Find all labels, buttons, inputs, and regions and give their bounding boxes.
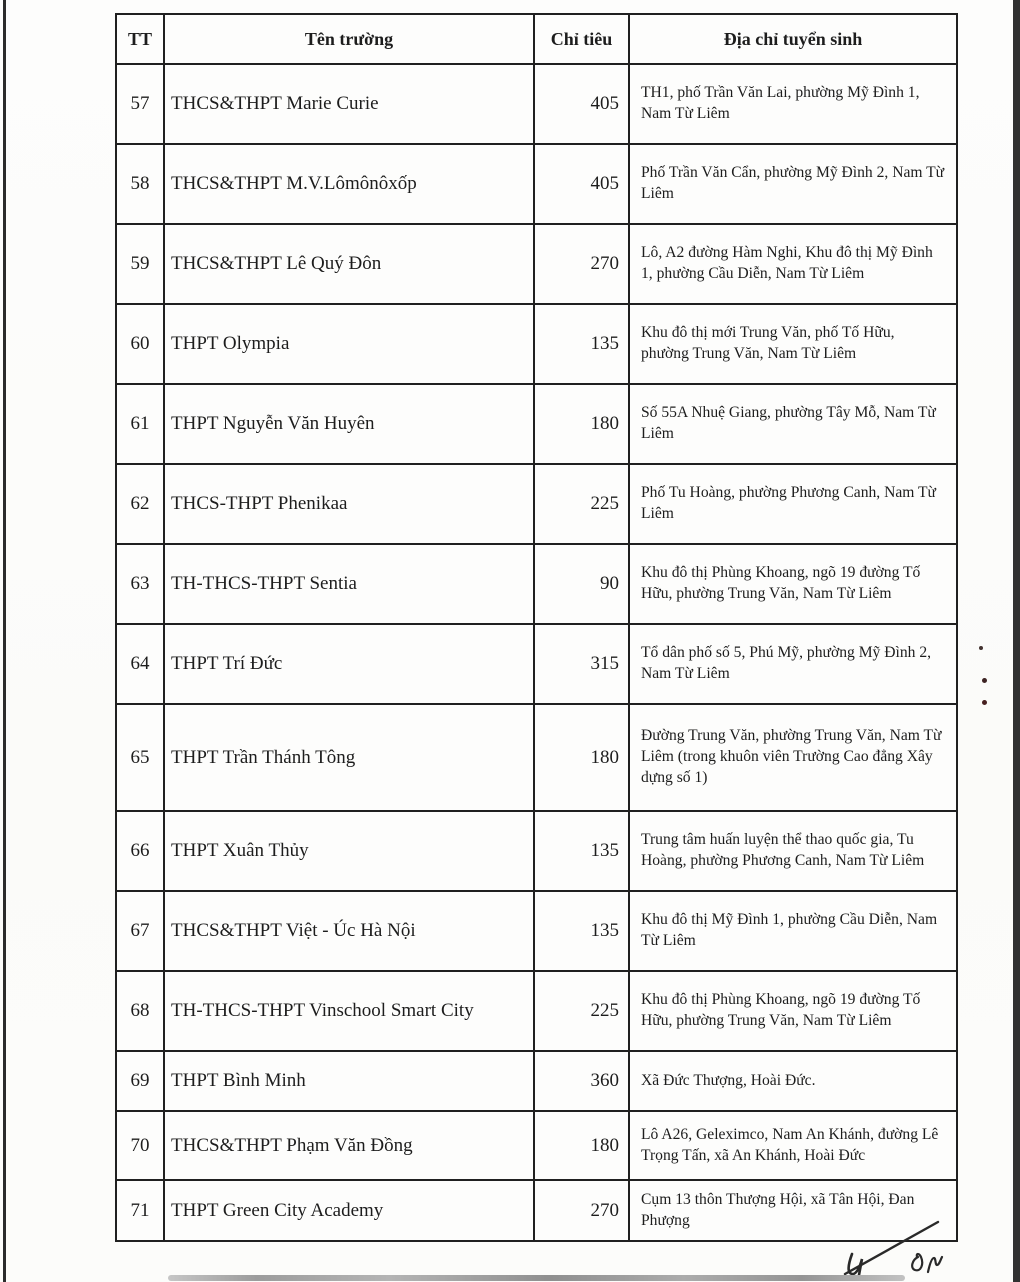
quota-value: 315 xyxy=(534,624,629,704)
school-name: TH-THCS-THPT Sentia xyxy=(164,544,534,624)
admission-address: Phố Trần Văn Cẩn, phường Mỹ Đình 2, Nam Từ Liêm xyxy=(629,144,957,224)
admission-address: Lô A26, Geleximco, Nam An Khánh, đường Lê Trọng Tấn, xã An Khánh, Hoài Đức xyxy=(629,1111,957,1180)
table-row xyxy=(116,971,957,1051)
admission-address: Tổ dân phố số 5, Phú Mỹ, phường Mỹ Đình 2, Nam Từ Liêm xyxy=(629,624,957,704)
table-row xyxy=(116,224,957,304)
row-number: 68 xyxy=(116,971,164,1051)
school-name: THCS&THPT Việt - Úc Hà Nội xyxy=(164,891,534,971)
header-address: Địa chỉ tuyển sinh xyxy=(629,14,957,64)
quota-value: 405 xyxy=(534,144,629,224)
header-quota: Chỉ tiêu xyxy=(534,14,629,64)
admission-quota-table xyxy=(115,13,958,1242)
quota-value: 180 xyxy=(534,384,629,464)
table-row xyxy=(116,704,957,811)
school-name: THPT Nguyễn Văn Huyên xyxy=(164,384,534,464)
admission-address: Trung tâm huấn luyện thể thao quốc gia, Tu Hoàng, phường Phương Canh, Nam Từ Liêm xyxy=(629,811,957,891)
admission-address: Khu đô thị Phùng Khoang, ngõ 19 đường Tố Hữu, phường Trung Văn, Nam Từ Liêm xyxy=(629,971,957,1051)
quota-value: 135 xyxy=(534,811,629,891)
quota-value: 225 xyxy=(534,464,629,544)
row-number: 71 xyxy=(116,1180,164,1241)
header-school-name: Tên trường xyxy=(164,14,534,64)
quota-value: 135 xyxy=(534,304,629,384)
quota-value: 180 xyxy=(534,1111,629,1180)
row-number: 65 xyxy=(116,704,164,811)
admission-address: Phố Tu Hoàng, phường Phương Canh, Nam Từ Liêm xyxy=(629,464,957,544)
school-name: THCS&THPT Phạm Văn Đồng xyxy=(164,1111,534,1180)
table-row xyxy=(116,1051,957,1111)
admission-address: Xã Đức Thượng, Hoài Đức. xyxy=(629,1051,957,1111)
table-row xyxy=(116,624,957,704)
school-name: THPT Trần Thánh Tông xyxy=(164,704,534,811)
table-row xyxy=(116,144,957,224)
table-row xyxy=(116,384,957,464)
row-number: 57 xyxy=(116,64,164,144)
school-name: THPT Bình Minh xyxy=(164,1051,534,1111)
row-number: 66 xyxy=(116,811,164,891)
row-number: 58 xyxy=(116,144,164,224)
row-number: 69 xyxy=(116,1051,164,1111)
table-row xyxy=(116,544,957,624)
scan-speck xyxy=(982,678,987,683)
scan-edge-right xyxy=(1013,0,1020,1282)
scan-bottom-strip xyxy=(168,1275,905,1281)
table-row xyxy=(116,891,957,971)
table-row xyxy=(116,1111,957,1180)
row-number: 59 xyxy=(116,224,164,304)
table-row xyxy=(116,464,957,544)
table-row xyxy=(116,304,957,384)
scan-edge-left xyxy=(3,0,6,1282)
table-row xyxy=(116,811,957,891)
table-header-row xyxy=(116,14,957,64)
quota-value: 135 xyxy=(534,891,629,971)
quota-value: 405 xyxy=(534,64,629,144)
school-name: THCS&THPT Lê Quý Đôn xyxy=(164,224,534,304)
school-name: THCS&THPT Marie Curie xyxy=(164,64,534,144)
school-name: THPT Green City Academy xyxy=(164,1180,534,1241)
row-number: 63 xyxy=(116,544,164,624)
admission-address: Khu đô thị mới Trung Văn, phố Tố Hữu, phường Trung Văn, Nam Từ Liêm xyxy=(629,304,957,384)
row-number: 64 xyxy=(116,624,164,704)
admission-address: Đường Trung Văn, phường Trung Văn, Nam Từ Liêm (trong khuôn viên Trường Cao đẳng Xây dựng số 1) xyxy=(629,704,957,811)
quota-value: 180 xyxy=(534,704,629,811)
row-number: 61 xyxy=(116,384,164,464)
admission-address: Lô, A2 đường Hàm Nghi, Khu đô thị Mỹ Đình 1, phường Cầu Diễn, Nam Từ Liêm xyxy=(629,224,957,304)
school-name: THPT Xuân Thủy xyxy=(164,811,534,891)
row-number: 67 xyxy=(116,891,164,971)
admission-address: Cụm 13 thôn Thượng Hội, xã Tân Hội, Đan Phượng xyxy=(629,1180,957,1241)
row-number: 60 xyxy=(116,304,164,384)
header-tt: TT xyxy=(116,14,164,64)
admission-address: TH1, phố Trần Văn Lai, phường Mỹ Đình 1, Nam Từ Liêm xyxy=(629,64,957,144)
admission-address: Khu đô thị Phùng Khoang, ngõ 19 đường Tố Hữu, phường Trung Văn, Nam Từ Liêm xyxy=(629,544,957,624)
admission-address: Khu đô thị Mỹ Đình 1, phường Cầu Diễn, Nam Từ Liêm xyxy=(629,891,957,971)
school-name: TH-THCS-THPT Vinschool Smart City xyxy=(164,971,534,1051)
quota-value: 270 xyxy=(534,1180,629,1241)
quota-value: 270 xyxy=(534,224,629,304)
scan-speck xyxy=(982,700,987,705)
row-number: 70 xyxy=(116,1111,164,1180)
quota-value: 225 xyxy=(534,971,629,1051)
school-name: THCS-THPT Phenikaa xyxy=(164,464,534,544)
scan-speck xyxy=(979,646,983,650)
school-name: THPT Trí Đức xyxy=(164,624,534,704)
signature-mark xyxy=(808,1210,1018,1282)
quota-value: 90 xyxy=(534,544,629,624)
school-name: THCS&THPT M.V.Lômônôxốp xyxy=(164,144,534,224)
school-name: THPT Olympia xyxy=(164,304,534,384)
table-row xyxy=(116,64,957,144)
row-number: 62 xyxy=(116,464,164,544)
admission-address: Số 55A Nhuệ Giang, phường Tây Mỗ, Nam Từ Liêm xyxy=(629,384,957,464)
quota-value: 360 xyxy=(534,1051,629,1111)
